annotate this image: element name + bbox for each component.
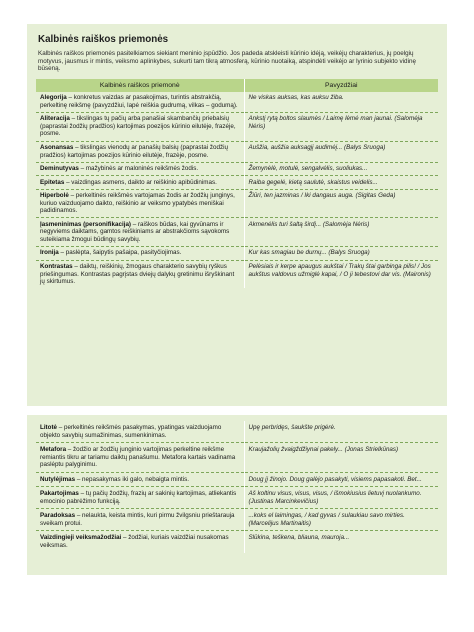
example-cell: Žemynėlė, motulė, sengalvėlis, suoliukas... (244, 162, 438, 176)
device-cell (36, 443, 244, 473)
device-term: Epitetas (40, 178, 65, 186)
device-definition: – tikslingas tų pačių arba panašiai skambančių priebalsių (paprastai žodžių pradžios) kartojimas poezijos kūrinio eilutėje, frazėje, posme. (40, 115, 236, 138)
example-cell: Kraujažolių žvaigždžiynai pakely... (Jonas Strielkūnas) (244, 443, 438, 473)
device-cell (36, 487, 244, 509)
panel-title: Kalbinės raiškos priemonės (38, 34, 169, 45)
table-row (36, 92, 438, 113)
device-term: Nutylėjimas (40, 475, 76, 483)
figures-table (36, 79, 438, 288)
device-definition: – nepasakymas iki galo, nebaigta mintis. (75, 475, 190, 483)
example-cell: Kur kas smagiau be durnų... (Balys Sruoga) (244, 246, 438, 260)
device-term: Asonansas (40, 144, 74, 152)
example-cell: Slūkina, teškena, bliauna, mauroja... (244, 531, 438, 553)
figures-table-continued-body (36, 421, 438, 553)
device-term: Paradoksas (40, 512, 76, 520)
table-row (36, 443, 438, 473)
device-term: Vaizdingieji veiksmažodžiai (40, 534, 122, 542)
device-cell (36, 112, 244, 141)
table-row (36, 112, 438, 141)
example-cell: Doug jį žinojo. Doug galėjo pasakyti, visiems papasakoti. Bet... (244, 472, 438, 487)
device-definition: – mažybinės ar maloninės reikšmės žodis. (78, 165, 199, 173)
device-cell (36, 260, 244, 288)
example-cell: Ankstį rytą boltos ѕlaumės / Laimę lėmė man jaunai. (Salomėja Nėris) (244, 112, 438, 141)
example-cell: Upę perbridęs, šaukšte prigėrė. (244, 421, 438, 443)
table-row (36, 141, 438, 162)
table-row (36, 246, 438, 260)
table-header-row (36, 79, 438, 92)
device-definition: – tikslingas vienodų ar panašių balsių (paprastai žodžių pradžios) kartojimas poezijos kūrinio eilutėje, frazėje, posme. (40, 144, 228, 159)
device-cell (36, 531, 244, 553)
device-term: Ironija (40, 249, 59, 257)
device-cell (36, 246, 244, 260)
device-definition: – žodžio ar žodžių junginio vartojimas perkeltine reikšme remiantis tikru ar tariamu daiktų panašumu. Metafora kartais vadinama paslėptu palyginimu. (40, 446, 236, 469)
device-cell (36, 162, 244, 176)
table-row (36, 218, 438, 247)
device-definition: – vaizdingas asmens, daikto ar reiškinio apibūdinimas. (64, 178, 217, 186)
table-row (36, 421, 438, 443)
device-term: Aliteracija (40, 115, 70, 123)
example-cell: Ne viskas auksas, kas auksu žiba. (244, 92, 438, 113)
intro-paragraph: Kalbinės raiškos priemonės pasitelkiamos siekiant meninio įspūdžio. Jos padeda atskleisti kūrinio idėją, veikėjų charakterius, jų poelgių motyvus, jausmus ir mintis, veiksmo aplinkybes, sukurti tam tikrą atmosferą, kūrinio nuotaiką, atspindėti veikėjo ar lyrinio subjekto vidinę būseną. (38, 50, 416, 73)
device-cell (36, 176, 244, 190)
example-cell: Žiūri, ten jazminas / Iki dangaus auga. (Sigitas Geda) (244, 189, 438, 218)
device-definition: – raiškos būdas, kai gyvūnams ir negyviems daiktams, gamtos reiškiniams ar abstrakčioms sąvokoms suteikiama žmogui būdingų savybių. (40, 220, 230, 243)
device-definition: – perkeltinės reikšmės pasakymas, ypatingas vaizduojamo objekto savybių sumažinimas, sumenkinimas. (40, 424, 222, 439)
column-header-examples: Pavyzdžiai (244, 79, 438, 92)
example-cell: Aš koltinu visus, visus, visus, / išmokiusius lietuvį nuolankumo. (Justinas Marcinkevičius) (244, 487, 438, 509)
device-term: Litotė (40, 424, 58, 431)
figures-table-body (36, 92, 438, 288)
device-term: Deminutyvas (40, 165, 79, 173)
device-definition: – žodžiai, kuriais vaizdžiai nusakomas veiksmas. (40, 534, 229, 550)
device-term: Įasmeninimas (personifikacija) (40, 220, 132, 228)
table-row (36, 509, 438, 531)
example-cell: Aušžia, aušžia auksagįį audimėį... (Balys Sruoga) (244, 141, 438, 162)
device-definition: – daiktų, reiškinių, žmogaus charakterio savybių ryškus priešingumas. Kontrastas pagrįstas dviejų dalykų gretinimu išryškinant jų skirtumus. (40, 263, 235, 286)
device-definition: – konkretus vaizdas ar pasakojimas, turintis abstrakčią, perkeltinę reikšmę (pavyzdžiui, lapė reiškia gudrumą, vilkas – godumą). (40, 94, 238, 109)
example-cell: Akmenėlis turi šaltą širdį... (Salomėja Nėris) (244, 218, 438, 247)
device-term: Hiperbolė (40, 192, 69, 200)
device-cell (36, 472, 244, 487)
table-row (36, 176, 438, 190)
device-cell (36, 218, 244, 247)
figures-of-speech-panel (27, 24, 447, 406)
device-cell (36, 92, 244, 113)
device-cell (36, 421, 244, 443)
table-row (36, 162, 438, 176)
device-definition: – perkeltinės reikšmės vartojamas žodis ar žodžių junginys, kuriuo vaizduojamo daikto, reiškinio ar veiksmo ypatybės meniškai padidinamos. (40, 192, 235, 215)
figures-of-speech-panel-continued (27, 415, 447, 575)
table-row (36, 260, 438, 288)
device-cell (36, 509, 244, 531)
device-definition: – paslėpta, šaipytis pašaipa, pasityčiojimas. (58, 249, 182, 257)
device-definition: – nelaukta, keista mintis, kuri pirmu žvilgsniu prieštarauja sveikam protui. (40, 512, 235, 527)
device-term: Metafora (40, 446, 67, 454)
device-cell (36, 189, 244, 218)
table-row (36, 487, 438, 509)
example-cell: ...koks el laimingas, / kad gyvas / sulaukiau savo mirties. (Marcelijus Martinaitis) (244, 509, 438, 531)
device-term: Alegorija (40, 94, 67, 102)
example-cell: Raiba gegelė, kietą saulutė, skaistus veidelis... (244, 176, 438, 190)
device-definition: – tų pačių žodžių, frazių ar sakinių kartojimas, atliekantis emocinio pabrėžimo funkciją. (40, 490, 237, 505)
table-row (36, 189, 438, 218)
table-row (36, 472, 438, 487)
device-term: Pakartojimas (40, 490, 79, 498)
column-header-device: Kalbinės raiškos priemonė (36, 79, 244, 92)
figures-table-continued (36, 421, 438, 553)
device-cell (36, 141, 244, 162)
device-term: Kontrastas (40, 263, 73, 271)
example-cell: Pelėsiais ir kerpe apaugus aukštai / Trakų štai garbinga pilis! / Jos aukštus valdovus užmiglė kapai, / O ji tebestovi dar vis. (Maironis) (244, 260, 438, 288)
table-row (36, 531, 438, 553)
